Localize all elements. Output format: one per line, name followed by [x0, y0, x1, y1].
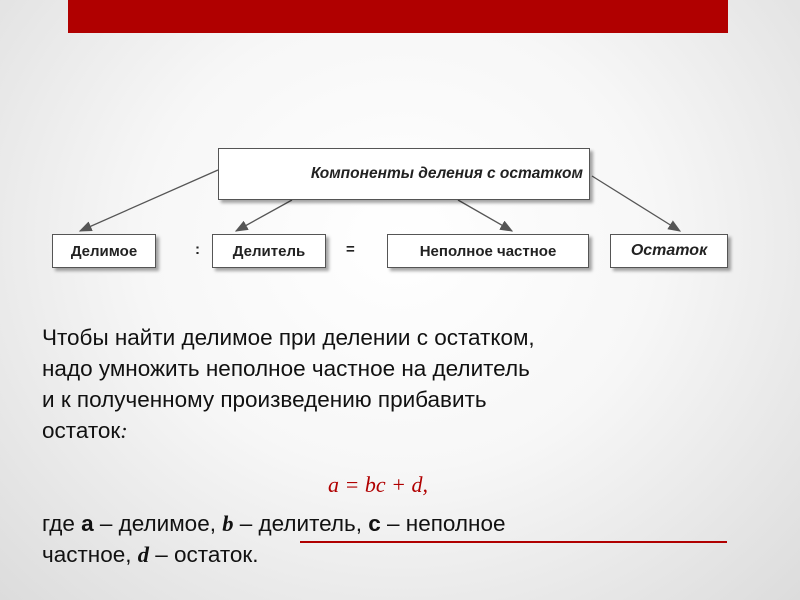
legend-line-1: где а – делимое, b – делитель, с – неполное [42, 511, 506, 536]
remainder-box [610, 234, 728, 268]
divisor-box [212, 234, 326, 268]
quotient-label: Неполное частное [419, 242, 557, 260]
rule-line-1: Чтобы найти делимое при делении с остатком, [42, 325, 535, 350]
var-b: b [222, 511, 234, 536]
rule-line-3: и к полученному произведению прибавить [42, 387, 487, 412]
arrow-to-divisor [236, 200, 292, 231]
rule-line-2: надо умножить неполное частное на делитель [42, 356, 530, 381]
diagram-title: Компоненты деления с остатком [310, 165, 583, 182]
dividend-box [52, 234, 156, 268]
dividend-label: Делимое [70, 242, 138, 260]
var-d: d [137, 542, 149, 567]
arrow-to-remainder [592, 176, 680, 231]
remainder-label: Остаток [630, 242, 708, 259]
quotient-box [387, 234, 589, 268]
legend-line-2: частное, d – остаток. [42, 542, 259, 567]
rule-colon: : [120, 418, 128, 443]
arrow-to-quotient [458, 200, 512, 231]
var-a: а [81, 511, 94, 536]
formula: a = bc + d, [328, 472, 428, 497]
rule-text [42, 322, 742, 446]
arrow-to-dividend [80, 170, 218, 231]
var-c: с [368, 511, 381, 536]
diagram-title-box [218, 148, 590, 200]
division-operator: : [195, 241, 200, 258]
rule-line-4: остаток: [42, 418, 128, 443]
legend-text [42, 508, 742, 570]
equals-operator: = [346, 241, 355, 258]
divisor-label: Делитель [232, 242, 306, 260]
